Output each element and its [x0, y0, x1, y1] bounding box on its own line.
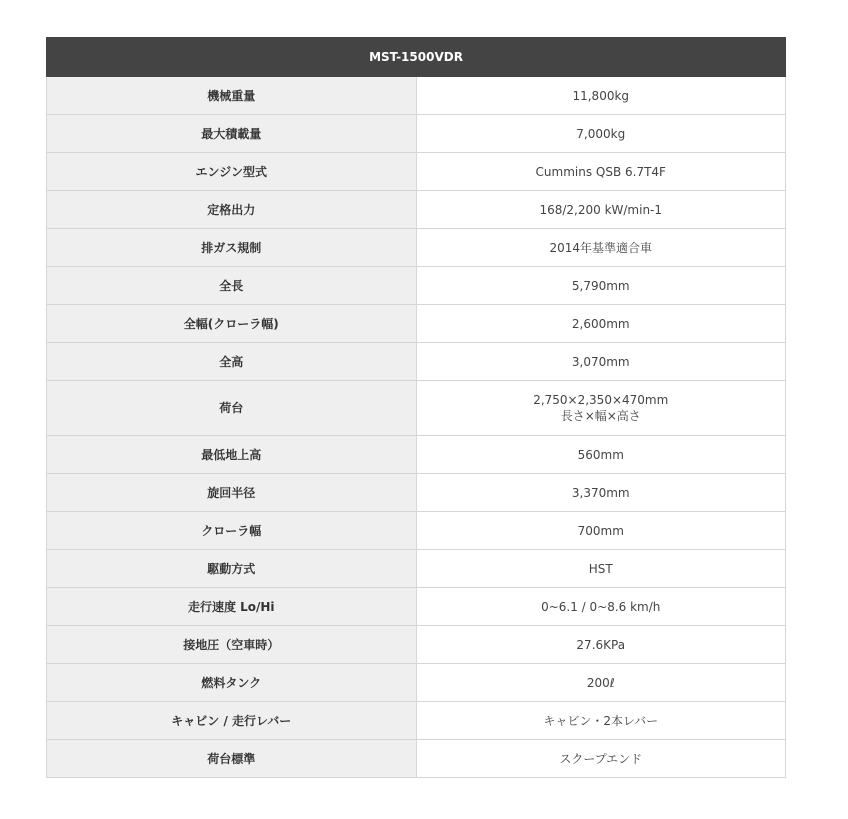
- table-row: [47, 740, 786, 778]
- row-value: 27.6KPa: [416, 626, 786, 664]
- row-value: 3,370mm: [416, 474, 786, 512]
- row-value: 2,600mm: [416, 305, 786, 343]
- row-label: 駆動方式: [47, 550, 417, 588]
- table-row: [47, 77, 786, 115]
- table-header-row: [47, 38, 786, 77]
- row-label: 走行速度 Lo/Hi: [47, 588, 417, 626]
- row-value: 0~6.1 / 0~8.6 km/h: [416, 588, 786, 626]
- row-value: 2014年基準適合車: [416, 229, 786, 267]
- table-row: [47, 664, 786, 702]
- table-row: [47, 702, 786, 740]
- table-row: [47, 153, 786, 191]
- row-value-note: 長さ×幅×高さ: [560, 409, 641, 423]
- row-label: 全長: [47, 267, 417, 305]
- row-value: キャビン・2本レバー: [416, 702, 786, 740]
- row-label: 最大積載量: [47, 115, 417, 153]
- table-row: [47, 626, 786, 664]
- row-value: 11,800kg: [416, 77, 786, 115]
- row-value: [416, 381, 786, 436]
- row-value: 3,070mm: [416, 343, 786, 381]
- row-label: 定格出力: [47, 191, 417, 229]
- row-value: 5,790mm: [416, 267, 786, 305]
- table-row: [47, 343, 786, 381]
- table-row: [47, 305, 786, 343]
- table-row: [47, 588, 786, 626]
- row-label: クローラ幅: [47, 512, 417, 550]
- row-label: キャビン / 走行レバー: [47, 702, 417, 740]
- row-label: 機械重量: [47, 77, 417, 115]
- row-value-line: 2,750×2,350×470mm: [533, 393, 669, 407]
- table-row: [47, 474, 786, 512]
- row-value: 7,000kg: [416, 115, 786, 153]
- row-label: 最低地上高: [47, 436, 417, 474]
- row-value: スクープエンド: [416, 740, 786, 778]
- row-label: 全幅(クローラ幅): [47, 305, 417, 343]
- table-row: [47, 191, 786, 229]
- row-value: HST: [416, 550, 786, 588]
- row-label: エンジン型式: [47, 153, 417, 191]
- row-label: 接地圧（空車時）: [47, 626, 417, 664]
- row-label: 排ガス規制: [47, 229, 417, 267]
- table-row: [47, 115, 786, 153]
- row-value: Cummins QSB 6.7T4F: [416, 153, 786, 191]
- table-row: [47, 550, 786, 588]
- row-value: 200ℓ: [416, 664, 786, 702]
- table-row: [47, 436, 786, 474]
- row-label: 全高: [47, 343, 417, 381]
- spec-table: [46, 37, 786, 778]
- row-label: 荷台標準: [47, 740, 417, 778]
- row-label: 荷台: [47, 381, 417, 436]
- table-title: MST-1500VDR: [47, 38, 786, 77]
- row-value: 168/2,200 kW/min-1: [416, 191, 786, 229]
- row-label: 旋回半径: [47, 474, 417, 512]
- table-row: [47, 267, 786, 305]
- row-label: 燃料タンク: [47, 664, 417, 702]
- row-value: 700mm: [416, 512, 786, 550]
- row-value: 560mm: [416, 436, 786, 474]
- table-row: [47, 229, 786, 267]
- table-row: [47, 512, 786, 550]
- table-row: [47, 381, 786, 436]
